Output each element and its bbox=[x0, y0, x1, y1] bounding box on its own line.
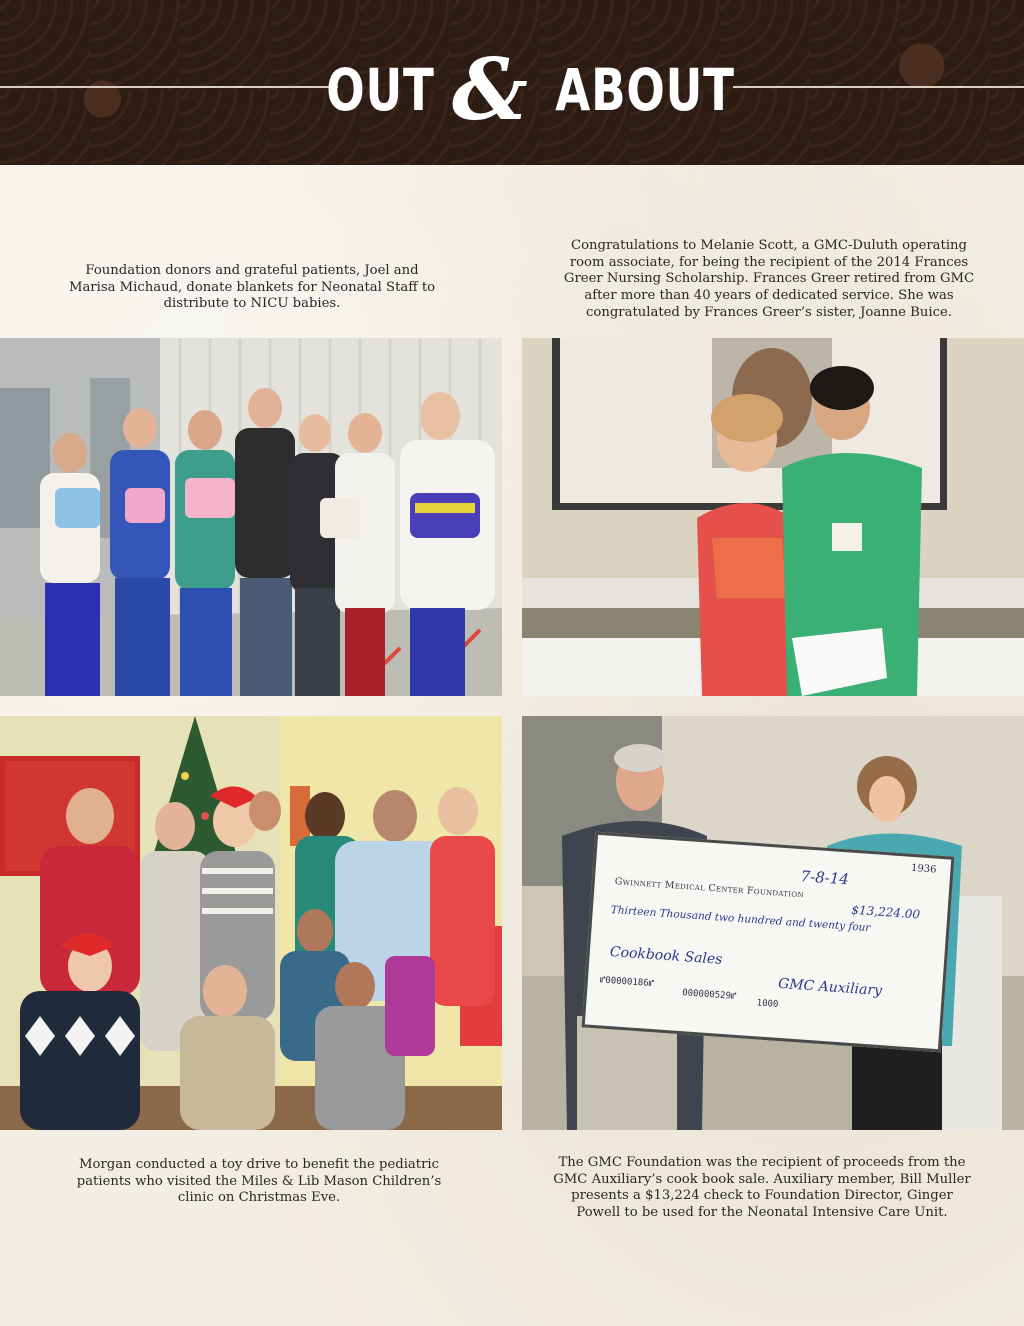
check-micr-account: 000000529⑈ bbox=[681, 988, 737, 1002]
check-micr-number: 1000 bbox=[756, 998, 779, 1010]
presentation-check bbox=[582, 832, 955, 1053]
check-payee: Gwinnett Medical Center Foundation bbox=[614, 876, 805, 901]
header-rule-right bbox=[733, 86, 1024, 88]
title-word-out: OUT bbox=[326, 56, 435, 124]
check-date: 7-8-14 bbox=[800, 867, 850, 889]
check-micr-routing: ⑈00000186⑈ bbox=[599, 975, 655, 990]
header-banner bbox=[0, 0, 1024, 165]
caption-toy-drive: Morgan conducted a toy drive to benefit the pediatric patients who visited the Miles & Lib Mason Children’s clinic on Christmas Eve. bbox=[76, 1157, 442, 1206]
header-rule-left bbox=[0, 86, 338, 88]
photo-toy-drive bbox=[0, 716, 502, 1130]
title-word-about: ABOUT bbox=[555, 56, 735, 124]
caption-cookbook-check: The GMC Foundation was the recipient of proceeds from the GMC Auxiliary’s cook book sale. Auxiliary member, Bill Muller presents a $13,224 check to Foundation Director, Ginger Powell to be used for the Neonatal Intensive Care Unit. bbox=[553, 1155, 971, 1221]
check-signature: GMC Auxiliary bbox=[777, 975, 883, 1000]
caption-scholarship: Congratulations to Melanie Scott, a GMC-Duluth operating room associate, for being the recipient of the 2014 Frances Greer Nursing Scholarship. Frances Greer retired from GMC after more than 40 years of dedicated service. She was congratulated by Frances Greer’s sister, Joanne Buice. bbox=[563, 238, 975, 320]
photo-cookbook-check bbox=[522, 716, 1024, 1130]
check-amount: $13,224.00 bbox=[850, 902, 921, 922]
check-number: 1936 bbox=[910, 862, 937, 876]
photo-scholarship bbox=[522, 338, 1024, 696]
check-amount-words: Thirteen Thousand two hundred and twenty four bbox=[610, 903, 871, 935]
check-memo: Cookbook Sales bbox=[609, 944, 723, 968]
caption-blanket-donation: Foundation donors and grateful patients, Joel and Marisa Michaud, donate blankets for Neonatal Staff to distribute to NICU babies. bbox=[68, 263, 436, 312]
page-title bbox=[326, 40, 735, 139]
photo-blanket-donation bbox=[0, 338, 502, 696]
title-ampersand: & bbox=[452, 40, 528, 139]
